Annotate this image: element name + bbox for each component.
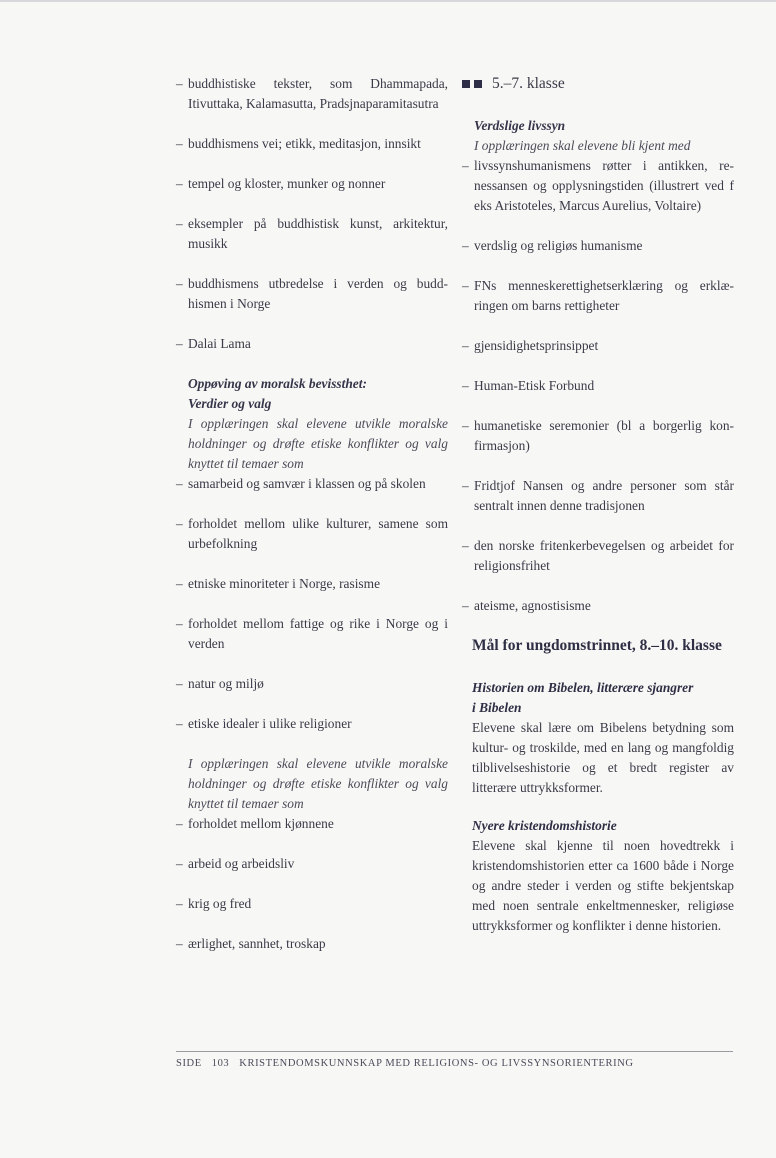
list-item: – tempel og kloster, munker og nonner: [176, 174, 448, 194]
list-item: – ateisme, agnostisisme: [462, 596, 734, 616]
list-item: – forholdet mellom ulike kulturer, samene som urbefolkning: [176, 514, 448, 554]
list-item: – etniske minoriteter i Norge, rasisme: [176, 574, 448, 594]
section-intro: I opplæringen skal elevene utvikle moralske holdninger og drøfte etiske konflikter og valg knyttet til temaer som: [188, 416, 448, 471]
list-item: – Human-Etisk Forbund: [462, 376, 734, 396]
footer-title: KRISTENDOMSKUNNSKAP MED RELIGIONS- OG LIVSSYNSORIENTERING: [239, 1058, 634, 1069]
list-item: – Fridtjof Nansen og andre personer som står sentralt innen denne tradisjonen: [462, 476, 734, 516]
top-edge-line: [0, 0, 776, 2]
grade-label: 5.–7. klasse: [492, 75, 565, 92]
section-heading: Oppøving av moralsk bevissthet:: [188, 376, 367, 391]
section-intro: I opplæringen skal elevene bli kjent med: [474, 138, 691, 153]
list-item: – gjensidighetsprinsippet: [462, 336, 734, 356]
list-item: – krig og fred: [176, 894, 448, 914]
paragraph-heading: Nyere kristendomshistorie: [472, 818, 617, 833]
list-item: – ærlighet, sannhet, troskap: [176, 934, 448, 954]
list-item: – buddhismens vei; etikk, meditasjon, innsikt: [176, 134, 448, 154]
list-item: – arbeid og arbeidsliv: [176, 854, 448, 874]
paragraph: Elevene skal lære om Bibelens betydning som kultur- og troskilde, med en lang og mangfoldig tilblivelseshistorie og et bredt register av litterære uttrykksformer.: [472, 720, 734, 795]
list-item: – den norske fritenkerbevegelsen og arbeidet for religionsfrihet: [462, 536, 734, 576]
list-item: – eksempler på buddhistisk kunst, arkitektur, musikk: [176, 214, 448, 254]
paragraph-heading: i Bibelen: [472, 700, 522, 715]
square-bullet-icon: [462, 80, 470, 88]
list-item: – FNs menneskerettighetserklæring og erklæringen om barns rettigheter: [462, 276, 734, 316]
list-item: – natur og miljø: [176, 674, 448, 694]
section-heading: Verdslige livssyn: [474, 118, 566, 133]
paragraph: Elevene skal kjenne til noen hovedtrekk i kristendomshistorien etter ca 1600 både i Norge og andre steder i verden og stifte bekjentskap med noen sentrale enkeltmennesker, religiøse uttrykksformer og konflikter i denne historien.: [472, 838, 734, 933]
footer-divider: [176, 1051, 733, 1052]
page-footer: [176, 1058, 634, 1069]
footer-side-label: SIDE: [176, 1058, 202, 1069]
list-item: – humanetiske seremonier (bl a borgerlig konfirmasjon): [462, 416, 734, 456]
right-column: [462, 74, 734, 954]
page-number: 103: [211, 1058, 230, 1069]
list-item: – etiske idealer i ulike religioner: [176, 714, 448, 734]
list-item: – samarbeid og samvær i klassen og på skolen: [176, 474, 448, 494]
section-subheading: Verdier og valg: [188, 396, 272, 411]
goal-title: Mål for ungdomstrinnet, 8.–10. klasse: [472, 637, 722, 654]
grade-section-heading: [462, 74, 734, 94]
paragraph-heading: Historien om Bibelen, litterære sjangrer: [472, 680, 694, 695]
list-item: – buddhistiske tekster, som Dhammapada, Itivuttaka, Kalamasutta, Pradsjnaparamitasutra: [176, 74, 448, 114]
list-item: – Dalai Lama: [176, 334, 448, 354]
left-column: [176, 74, 448, 974]
list-item: – forholdet mellom kjønnene: [176, 814, 448, 834]
list-item: – livssynshumanismens røtter i antikken, renessansen og opplysningstiden (illustrert ved f eks Aristoteles, Marcus Aurelius, Voltaire): [462, 156, 734, 216]
square-bullet-icon: [474, 80, 482, 88]
list-item: – verdslig og religiøs humanisme: [462, 236, 734, 256]
list-item: – forholdet mellom fattige og rike i Norge og i verden: [176, 614, 448, 654]
list-item: – buddhismens utbredelse i verden og buddhismen i Norge: [176, 274, 448, 314]
section-intro: I opplæringen skal elevene utvikle moralske holdninger og drøfte etiske konflikter og valg knyttet til temaer som: [188, 756, 448, 811]
